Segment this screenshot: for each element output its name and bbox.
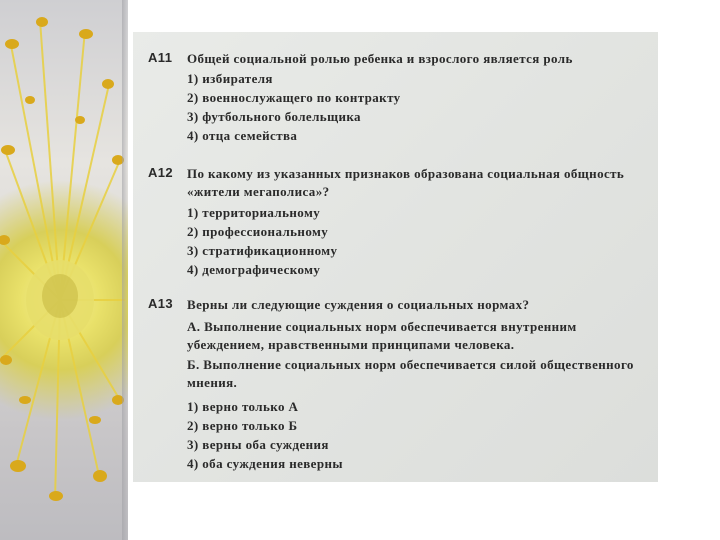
statement-b: Б. Выполнение социальных норм обеспечивается силой общественного мнения.	[187, 357, 634, 390]
answer-option: 1) верно только А	[187, 399, 299, 414]
answer-option: 3) верны оба суждения	[187, 437, 329, 452]
question-text: По какому из указанных признаков образована социальная общность «жители мегаполиса»?	[187, 166, 625, 199]
answer-option: 1) избирателя	[187, 71, 273, 86]
flower-image	[0, 0, 128, 540]
question-number: A12	[148, 165, 174, 180]
answer-option: 3) футбольного болельщика	[187, 109, 361, 124]
answer-option: 2) профессиональному	[187, 224, 329, 239]
answer-option: 2) военнослужащего по контракту	[187, 90, 401, 105]
question-number: A11	[148, 50, 173, 65]
answer-option: 1) территориальному	[187, 205, 321, 220]
scanned-test-page	[133, 32, 658, 482]
statement-a: А. Выполнение социальных норм обеспечивается внутренним убеждением, нравственными принципами человека.	[187, 319, 577, 352]
answer-option: 4) отца семейства	[187, 128, 298, 143]
answer-option: 4) оба суждения неверны	[187, 456, 343, 471]
question-text: Общей социальной ролью ребенка и взрослого является роль	[187, 51, 573, 66]
question-number: A13	[148, 296, 174, 311]
question-text: Верны ли следующие суждения о социальных нормах?	[187, 297, 530, 312]
flower-edge-shadow	[122, 0, 128, 540]
answer-option: 2) верно только Б	[187, 418, 298, 433]
flower-stamens-illustration	[0, 0, 128, 540]
answer-option: 3) стратификационному	[187, 243, 338, 258]
answer-option: 4) демографическому	[187, 262, 321, 277]
